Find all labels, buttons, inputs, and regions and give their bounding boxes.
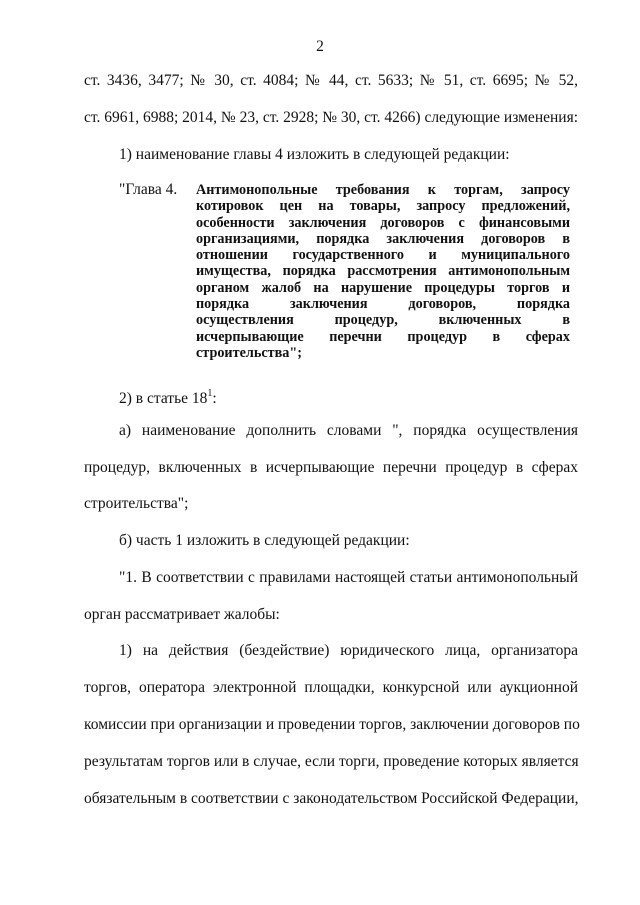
chapter-title-line: котировок цен на товары, запросу предложений, xyxy=(196,198,570,215)
page-number: 2 xyxy=(316,38,324,55)
paragraph-line: комиссии при организации и проведении торгов, заключении договоров по xyxy=(84,716,580,733)
paragraph-line: а) наименование дополнить словами ", порядка осуществления xyxy=(119,422,578,439)
article-ref-text: 2) в статье 18 xyxy=(119,390,208,407)
chapter-label: "Глава 4. xyxy=(119,181,178,198)
chapter-title-line: строительства"; xyxy=(196,344,302,361)
chapter-title-line: осуществления процедур, включенных в xyxy=(196,312,570,329)
paragraph-line: обязательным в соответствии с законодательством Российской Федерации, xyxy=(84,790,579,807)
chapter-title-block xyxy=(196,182,570,361)
chapter-title-line: порядка заключения договоров, порядка xyxy=(196,296,570,313)
paragraph-line: ст. 6961, 6988; 2014, № 23, ст. 2928; № 30, ст. 4266) следующие изменения: xyxy=(84,109,579,126)
chapter-title-line: Антимонопольные требования к торгам, запросу xyxy=(196,182,570,198)
paragraph-line: б) часть 1 изложить в следующей редакции: xyxy=(119,532,410,549)
chapter-title-line: исчерпывающие перечни процедур в сферах xyxy=(196,328,570,345)
paragraph-line: орган рассматривает жалобы: xyxy=(84,606,280,623)
chapter-title-line: отношении государственного и муниципального xyxy=(196,247,570,264)
chapter-title-line: имущества, порядка рассмотрения антимонопольным xyxy=(196,263,570,280)
chapter-title-line: органом жалоб на нарушение процедуры торгов и xyxy=(196,279,570,296)
paragraph-line: 1) наименование главы 4 изложить в следующей редакции: xyxy=(119,146,510,163)
paragraph-line: 1) на действия (бездействие) юридического лица, организатора xyxy=(119,642,578,659)
paragraph-line: торгов, оператора электронной площадки, конкурсной или аукционной xyxy=(84,679,578,696)
paragraph-line: "1. В соответствии с правилами настоящей статьи антимонопольный xyxy=(119,569,578,586)
chapter-title-line: особенности заключения договоров с финансовыми xyxy=(196,214,570,231)
paragraph-line: строительства"; xyxy=(84,495,189,512)
article-ref-tail: : xyxy=(212,390,217,407)
paragraph-line xyxy=(119,384,578,409)
paragraph-line: результатам торгов или в случае, если торги, проведение которых является xyxy=(84,753,579,770)
paragraph-line: ст. 3436, 3477; № 30, ст. 4084; № 44, ст. 5633; № 51, ст. 6695; № 52, xyxy=(84,72,578,89)
article-ref-superscript: 1 xyxy=(207,388,213,399)
paragraph-line: процедур, включенных в исчерпывающие перечни процедур в сферах xyxy=(84,459,578,476)
chapter-title-line: организациями, порядка заключения договоров в xyxy=(196,230,570,247)
